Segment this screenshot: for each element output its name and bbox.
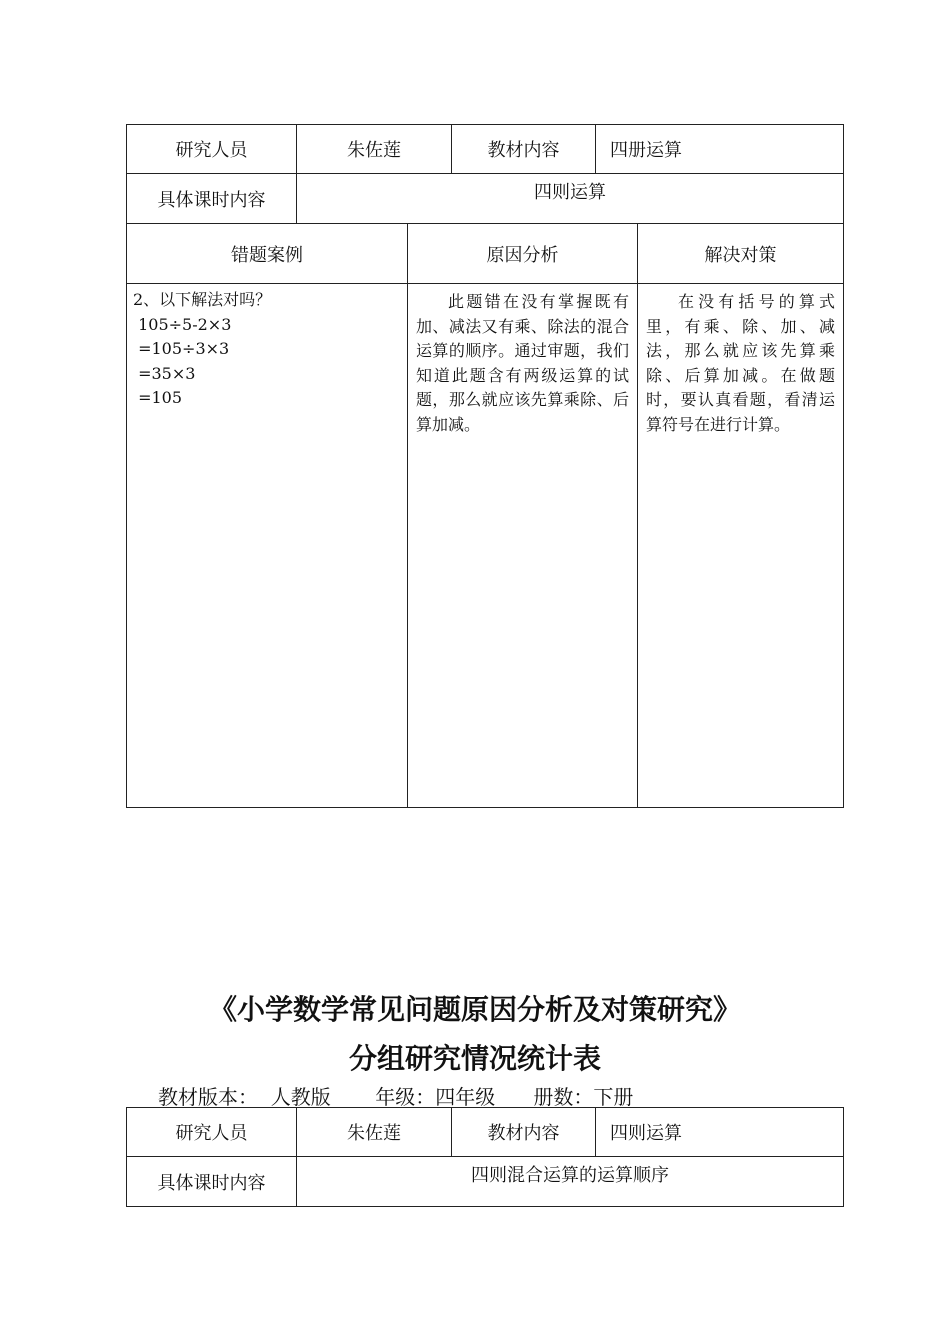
edition-grade-volume-line: 教材版本： 人教版 年级：四年级 册数：下册 [158, 1085, 634, 1109]
material-value: 四册运算 [595, 124, 844, 174]
researcher-value: 朱佐莲 [296, 124, 452, 174]
lesson-label: 具体课时内容 [126, 173, 297, 224]
error-case-cell [126, 283, 408, 808]
analysis-text: 此题错在没有掌握既有加、减法又有乘、除法的混合运算的顺序。通过审题，我们知道此题含有两级运算的试题，那么就应该先算乘除、后算加减。 [416, 292, 629, 434]
column-header-case: 错题案例 [126, 223, 408, 284]
researcher-value: 朱佐莲 [296, 1107, 452, 1157]
researcher-label: 研究人员 [126, 1107, 297, 1157]
lesson-value: 四则运算 [296, 173, 844, 224]
case-line: =105÷3×3 [133, 339, 230, 359]
column-header-analysis: 原因分析 [407, 223, 638, 284]
material-value: 四则运算 [595, 1107, 844, 1157]
solution-text: 在没有括号的算式里，有乘、除、加、减法，那么就应该先算乘除、后算加减。在做题时，要认真看题，看清运算符号在进行计算。 [646, 292, 835, 434]
material-label: 教材内容 [451, 1107, 596, 1157]
column-header-solution: 解决对策 [637, 223, 844, 284]
lesson-label: 具体课时内容 [126, 1156, 297, 1207]
case-line: =35×3 [133, 363, 196, 383]
document-subtitle: 分组研究情况统计表 [348, 1042, 601, 1075]
lesson-value: 四则混合运算的运算顺序 [296, 1156, 844, 1207]
case-line: =105 [133, 388, 183, 408]
material-label: 教材内容 [451, 124, 596, 174]
case-line: 105÷5-2×3 [133, 314, 232, 334]
analysis-cell [407, 283, 638, 808]
case-line: 2、以下解法对吗？ [133, 290, 272, 309]
solution-cell [637, 283, 844, 808]
document-title: 《小学数学常见问题原因分析及对策研究》 [208, 993, 741, 1026]
researcher-label: 研究人员 [126, 124, 297, 174]
